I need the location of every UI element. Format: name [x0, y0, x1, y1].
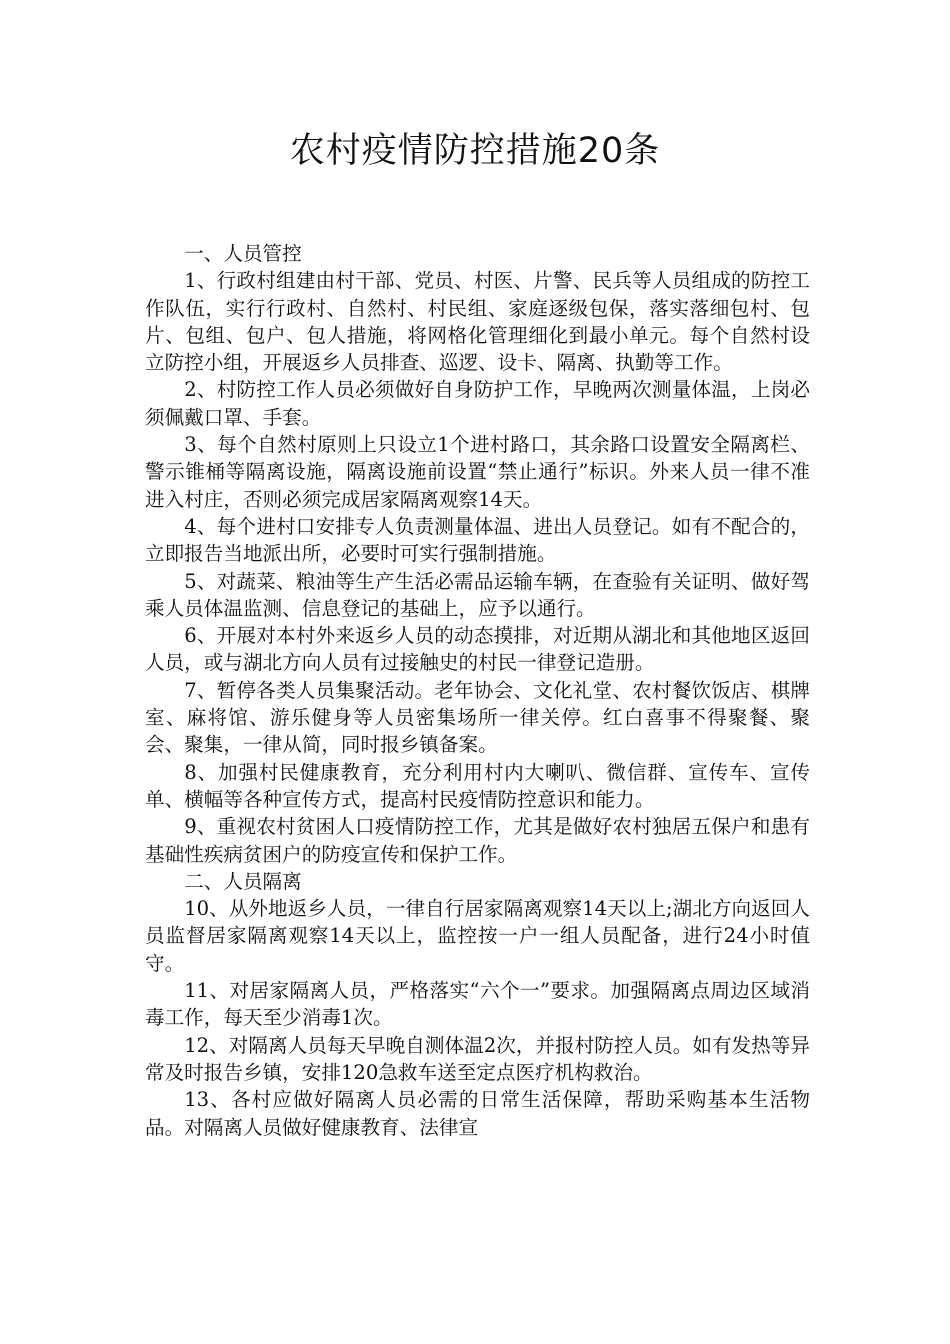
measure-paragraph: 13、各村应做好隔离人员必需的日常生活保障，帮助采购基本生活物品。对隔离人员做好健康教育、法律宣 — [145, 1088, 810, 1139]
measure-paragraph: 12、对隔离人员每天早晚自测体温2次，并报村防控人员。如有发热等异常及时报告乡镇，安排120急救车送至定点医疗机构救治。 — [145, 1033, 810, 1084]
measure-paragraph: 9、重视农村贫困人口疫情防控工作，尤其是做好农村独居五保户和患有基础性疾病贫困户的防疫宣传和保护工作。 — [145, 815, 810, 866]
measure-paragraph: 6、开展对本村外来返乡人员的动态摸排，对近期从湖北和其他地区返回人员，或与湖北方向人员有过接触史的村民一律登记造册。 — [145, 624, 810, 675]
section-heading-personnel-isolation: 二、人员隔离 — [184, 869, 302, 893]
measure-paragraph: 8、加强村民健康教育，充分利用村内大喇叭、微信群、宣传车、宣传单、横幅等各种宣传方式，提高村民疫情防控意识和能力。 — [145, 760, 810, 811]
measure-paragraph: 1、行政村组建由村干部、党员、村医、片警、民兵等人员组成的防控工作队伍，实行行政村、自然村、村民组、家庭逐级包保，落实落细包村、包片、包组、包户、包人措施，将网格化管理细化到最小单元。每个自然村设立防控小组，开展返乡人员排查、巡逻、设卡、隔离、执勤等工作。 — [145, 269, 810, 375]
measure-paragraph: 11、对居家隔离人员，严格落实“六个一”要求。加强隔离点周边区域消毒工作，每天至少消毒1次。 — [145, 979, 810, 1030]
measure-paragraph: 2、村防控工作人员必须做好自身防护工作，早晚两次测量体温，上岗必须佩戴口罩、手套。 — [145, 378, 810, 429]
section-heading-personnel-control: 一、人员管控 — [184, 242, 302, 265]
measure-paragraph: 10、从外地返乡人员，一律自行居家隔离观察14天以上;湖北方向返回人员监督居家隔离观察14天以上，监控按一户一组人员配备，进行24小时值守。 — [145, 897, 810, 975]
measure-paragraph: 4、每个进村口安排专人负责测量体温、进出人员登记。如有不配合的，立即报告当地派出所，必要时可实行强制措施。 — [145, 514, 810, 566]
measure-paragraph: 3、每个自然村原则上只设立1个进村路口，其余路口设置安全隔离栏、警示锥桶等隔离设施，隔离设施前设置“禁止通行”标识。外来人员一律不准进入村庄，否则必须完成居家隔离观察14天。 — [145, 433, 810, 511]
measure-paragraph: 7、暂停各类人员集聚活动。老年协会、文化礼堂、农村餐饮饭店、棋牌室、麻将馆、游乐健身等人员密集场所一律关停。红白喜事不得聚餐、聚会、聚集，一律从简，同时报乡镇备案。 — [145, 678, 810, 757]
document-body — [145, 240, 810, 1141]
document-title: 农村疫情防控措施20条 — [289, 131, 661, 171]
measure-paragraph: 5、对蔬菜、粮油等生产生活必需品运输车辆，在查验有关证明、做好驾乘人员体温监测、信息登记的基础上，应予以通行。 — [145, 569, 810, 620]
